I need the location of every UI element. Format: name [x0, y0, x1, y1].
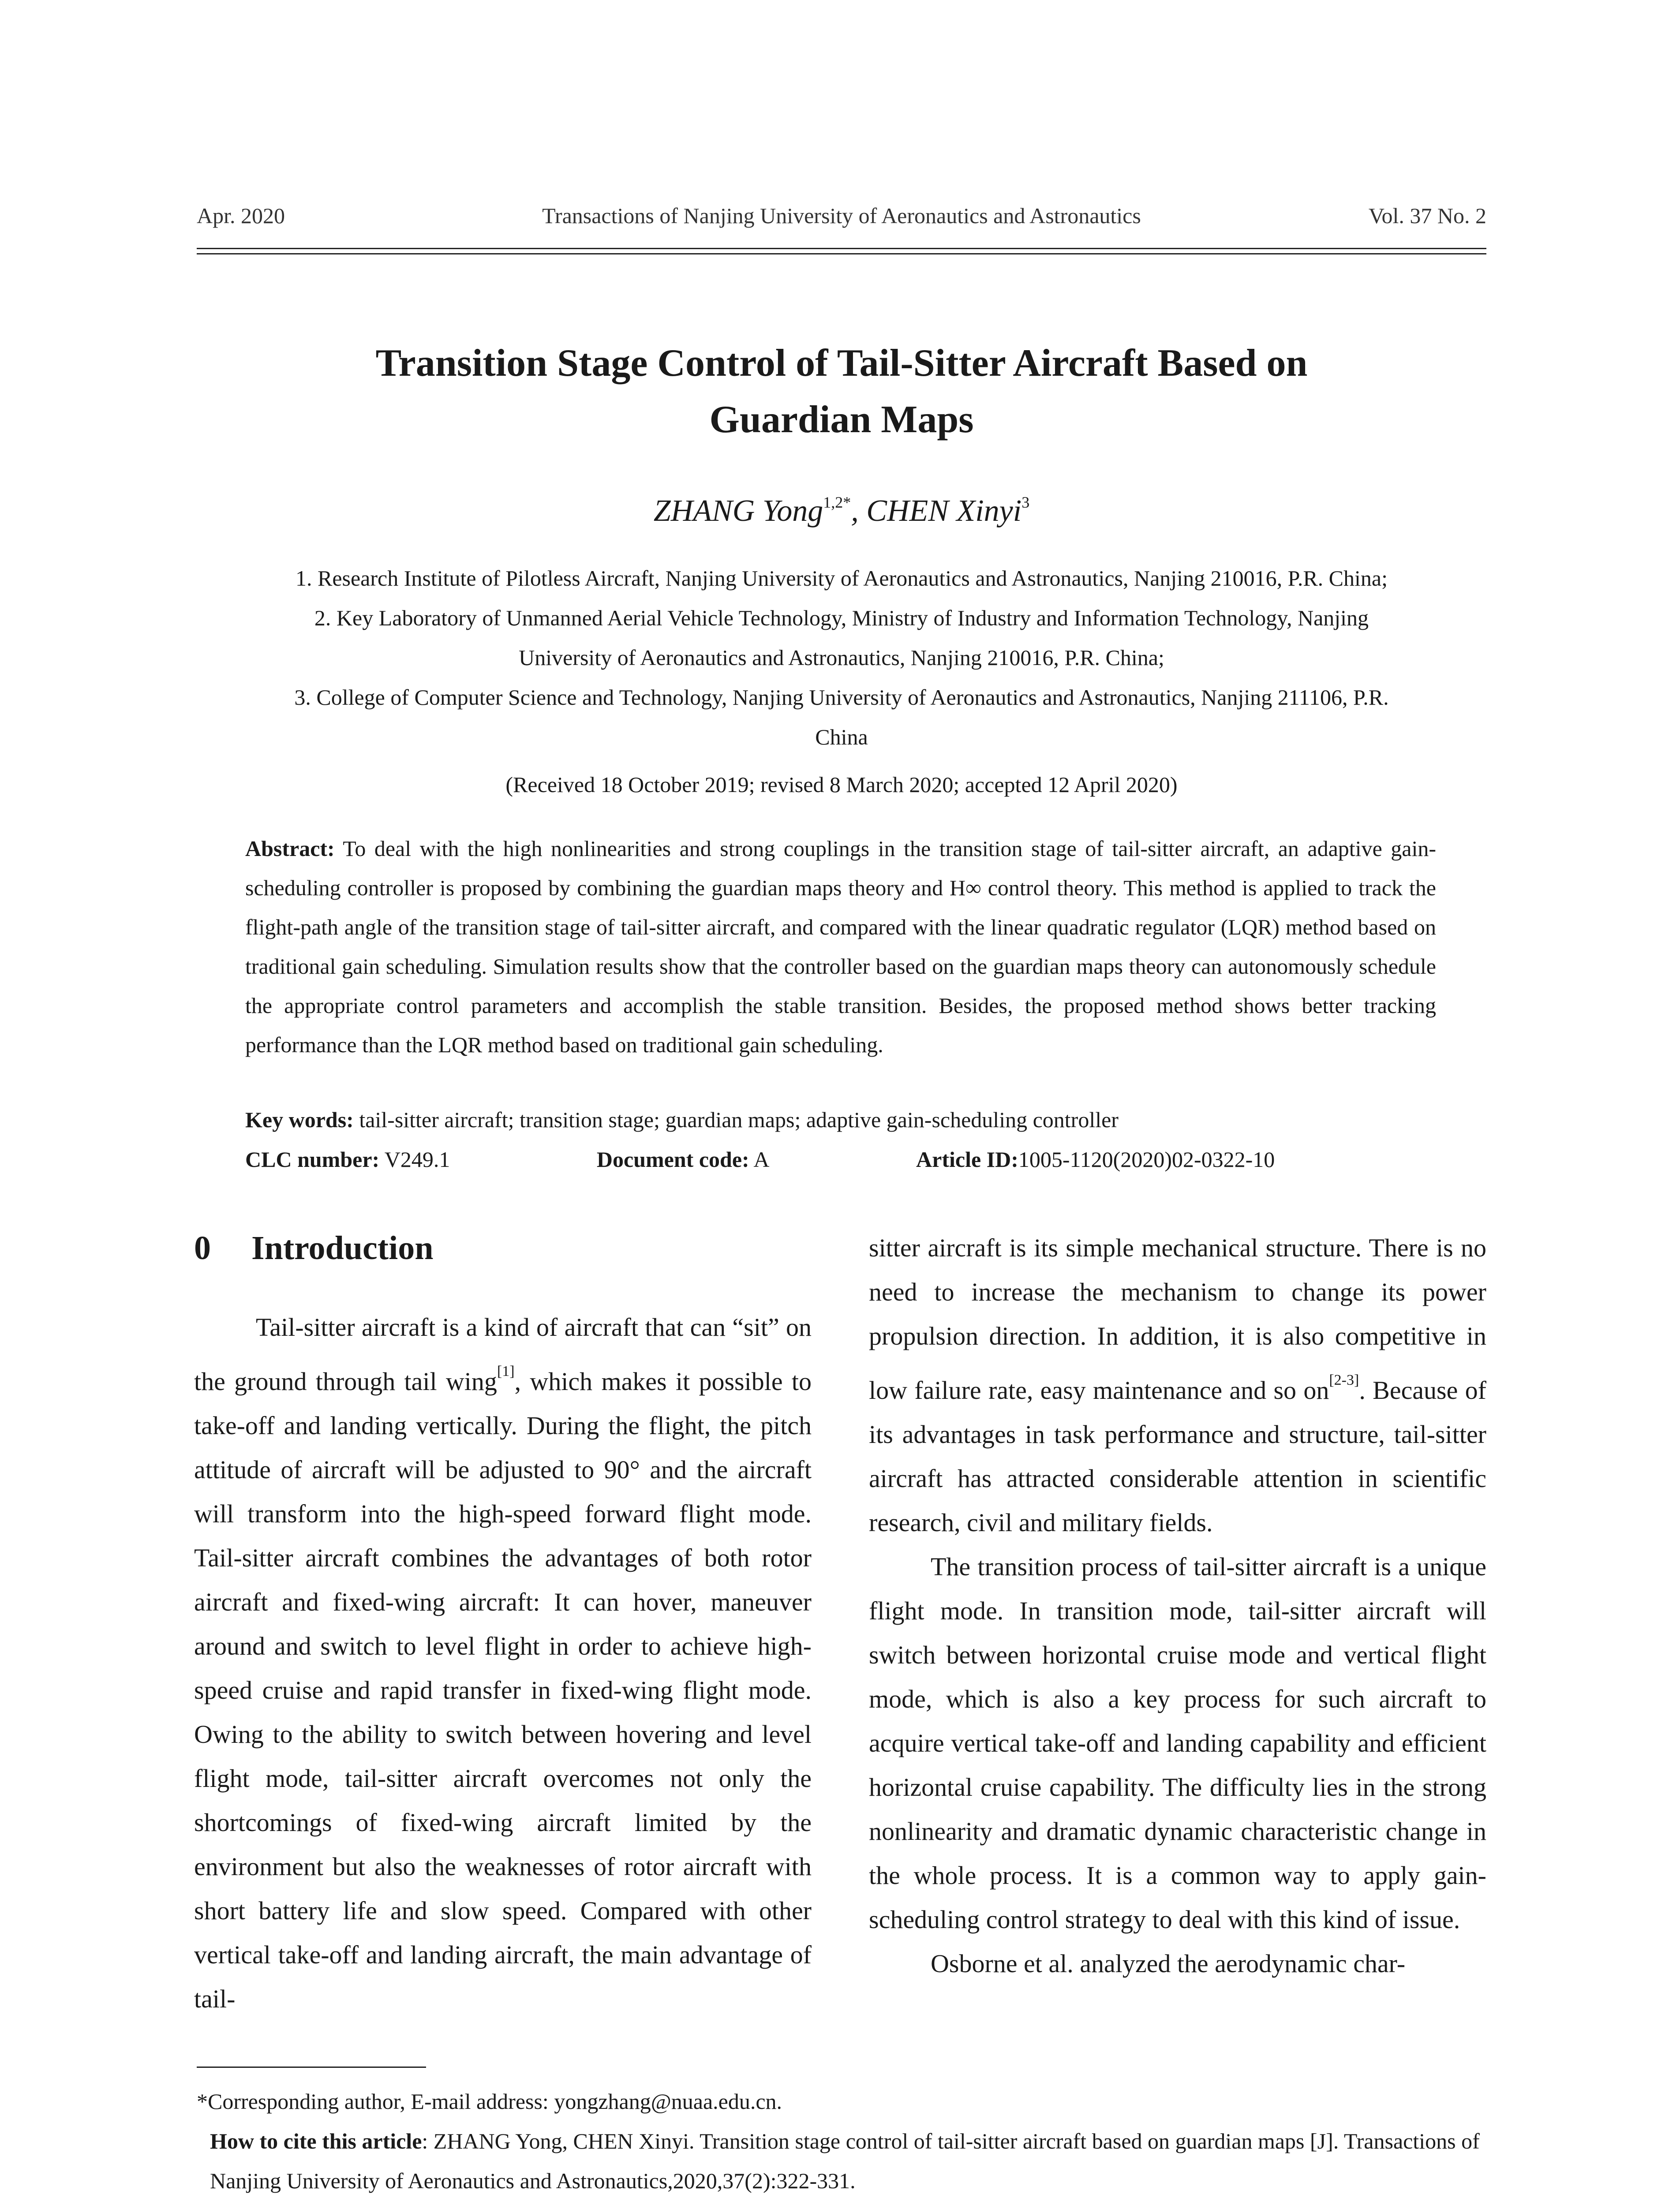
cite-text: : ZHANG Yong, CHEN Xinyi. Transition stage control of tail-sitter aircraft based on guardian maps [J]. Transactions of Nanjing University of Aeronautics and Astronautics,2020,37(2):322-331. [210, 2129, 1480, 2193]
title-line-2: Guardian Maps [709, 398, 974, 441]
paragraph [869, 1226, 1486, 1545]
received-dates: (Received 18 October 2019; revised 8 March 2020; accepted 12 April 2020) [505, 772, 1178, 797]
affiliation-line: 3. College of Computer Science and Technology, Nanjing University of Aeronautics and Astronautics, Nanjing 211106, P.R. [294, 685, 1389, 710]
paragraph [194, 1305, 812, 2021]
section-number: 0 [194, 1230, 211, 1267]
citation-ref[interactable]: [1] [497, 1363, 515, 1379]
running-header [197, 203, 1486, 238]
citation-ref[interactable]: [2-3] [1329, 1372, 1359, 1388]
doi-link[interactable] [197, 2201, 1486, 2205]
footnotes [197, 2082, 1486, 2205]
issue-date: Apr. 2020 [197, 203, 285, 228]
citation-note [197, 2121, 1486, 2201]
clc-value: V249.1 [379, 1147, 450, 1172]
abstract [245, 829, 1436, 1065]
section-heading [194, 1226, 812, 1270]
abstract-text: To deal with the high nonlinearities and strong couplings in the transition stage of tail-sitter aircraft, an adaptive gain-scheduling controller is proposed by combining the guardian maps theory and H∞ control theory. This method is applied to track the flight-path angle of the transition stage of tail-sitter aircraft, and compared with the linear quadratic regulator (LQR) method based on traditional gain scheduling. Simulation results show that the controller based on the guardian maps theory can autonomously schedule the appropriate control parameters and accomplish the stable transition. Besides, the proposed method shows better tracking performance than the LQR method based on traditional gain scheduling. [245, 836, 1436, 1057]
section-title: Introduction [251, 1230, 434, 1267]
paragraph-text: Tail-sitter aircraft is a kind of aircraft that can “sit” on the ground through tail wing [194, 1313, 812, 1396]
keywords-text: tail-sitter aircraft; transition stage; guardian maps; adaptive gain-scheduling controller [353, 1107, 1119, 1132]
journal-name: Transactions of Nanjing University of Aeronautics and Astronautics [542, 203, 1141, 228]
left-column [194, 1226, 812, 2021]
keywords-label: Key words: [245, 1107, 354, 1132]
footnote-rule [197, 2067, 426, 2068]
classification-line [245, 1147, 1436, 1172]
affiliation-line: University of Aeronautics and Astronautics, Nanjing 210016, P.R. China; [519, 645, 1164, 670]
paragraph: The transition process of tail-sitter aircraft is a unique flight mode. In transition mode, tail-sitter aircraft will switch between horizontal cruise mode and vertical flight mode, which is also a key process for such aircraft to acquire vertical take-off and landing capability and efficient horizontal cruise capability. The difficulty lies in the strong nonlinearity and dramatic dynamic characteristic change in the whole process. It is a common way to apply gain-scheduling control strategy to deal with this kind of issue. [869, 1552, 1486, 1934]
clc-number [245, 1147, 520, 1172]
clc-label: CLC number: [245, 1147, 380, 1172]
author-2-affil: 3 [1021, 493, 1030, 511]
paragraph-text: , which makes it possible to take-off and landing vertically. During the flight, the pitch attitude of aircraft will be adjusted to 90° and the aircraft will transform into the high-speed forward flight mode. Tail-sitter aircraft combines the advantages of both rotor aircraft and fixed-wing aircraft: It can hover, maneuver around and switch to level flight in order to achieve high-speed cruise and rapid transfer in fixed-wing flight mode. Owing to the ability to switch between hovering and level flight mode, tail-sitter aircraft overcomes not only the shortcomings of fixed-wing aircraft limited by the environment but also the weaknesses of rotor aircraft with short battery life and slow speed. Compared with other vertical take-off and landing aircraft, the main advantage of tail- [194, 1367, 812, 2013]
author-1: ZHANG Yong [653, 494, 823, 528]
cite-label: How to cite this article [210, 2129, 422, 2153]
abstract-label: Abstract: [245, 836, 335, 861]
paper-title [197, 335, 1486, 448]
author-1-affil: 1,2* [823, 493, 851, 511]
volume-number: Vol. 37 No. 2 [1368, 203, 1486, 228]
affiliation-line: 1. Research Institute of Pilotless Aircraft, Nanjing University of Aeronautics and Astronautics, Nanjing 210016, P.R. China; [295, 566, 1388, 590]
document-code [597, 1147, 840, 1172]
paragraph-text: . Because of its advantages in task performance and structure, tail-sitter aircraft has attracted considerable attention in scientific research, civil and military fields. [869, 1376, 1486, 1537]
affiliations [197, 558, 1486, 757]
article-id-value: 1005-1120(2020)02-0322-10 [1018, 1147, 1275, 1172]
header-rule-top [197, 248, 1486, 249]
doc-code-value: A [749, 1147, 770, 1172]
corresponding-author-note: *Corresponding author, E-mail address: yongzhang@nuaa.edu.cn. [197, 2089, 782, 2114]
keywords [245, 1107, 1436, 1132]
affiliation-line: 2. Key Laboratory of Unmanned Aerial Vehicle Technology, Ministry of Industry and Information Technology, Nanjing [314, 605, 1369, 630]
article-id-label: Article ID: [916, 1147, 1018, 1172]
author-2: CHEN Xinyi [866, 494, 1022, 528]
title-line-1: Transition Stage Control of Tail-Sitter Aircraft Based on [375, 342, 1308, 385]
right-column [869, 1226, 1486, 1986]
paragraph-text: sitter aircraft is its simple mechanical structure. There is no need to increase the mechanism to change its power propulsion direction. In addition, it is also competitive in low failure rate, easy maintenance and so on [869, 1233, 1486, 1405]
affiliation-line: China [815, 725, 868, 749]
doc-code-label: Document code: [596, 1147, 749, 1172]
paragraph: Osborne et al. analyzed the aerodynamic char- [931, 1949, 1406, 1978]
author-separator: , [851, 494, 867, 528]
header-rule-bottom [197, 253, 1486, 254]
author-list [197, 493, 1486, 529]
article-id [916, 1147, 1345, 1172]
